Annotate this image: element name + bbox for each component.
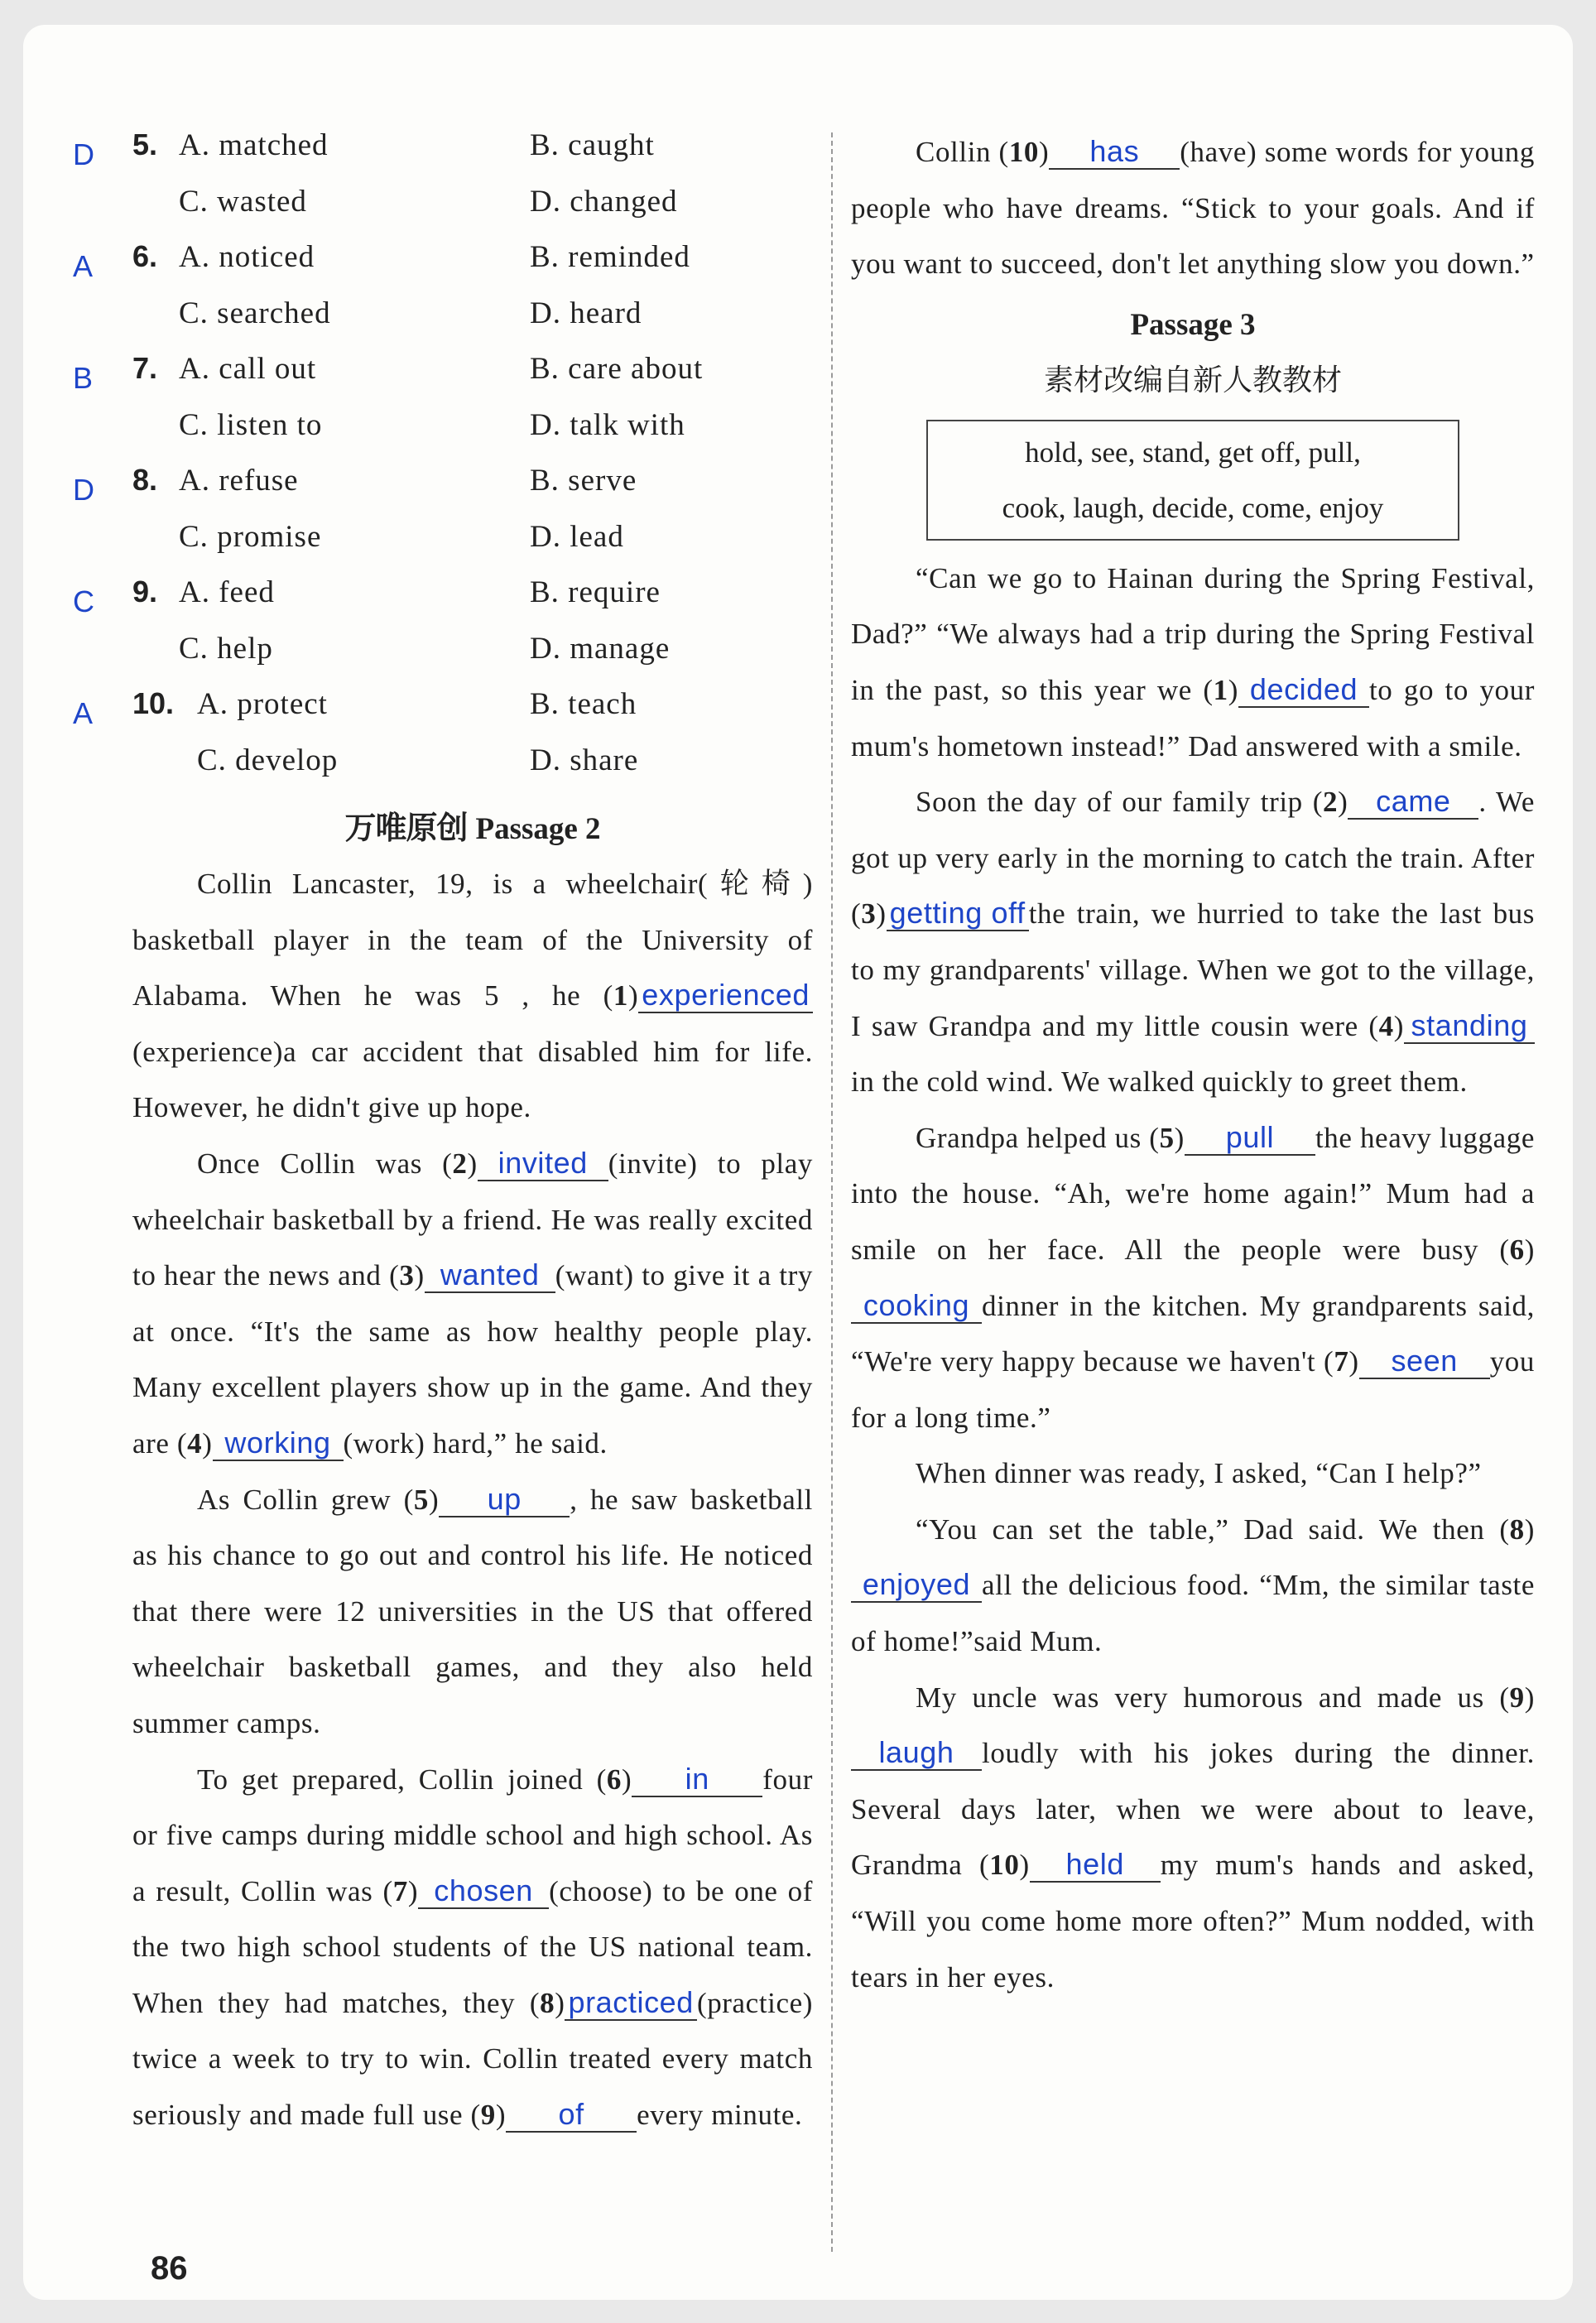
option-c[interactable]: C. wasted <box>179 185 307 219</box>
page-number: 86 <box>151 2250 188 2287</box>
choice-question <box>73 571 813 683</box>
answer-blank[interactable]: experienced <box>638 979 813 1013</box>
option-b[interactable]: B. reminded <box>530 240 690 274</box>
option-a[interactable]: A. noticed <box>179 240 315 274</box>
handwritten-answer-mark: D <box>73 137 94 171</box>
answer-blank[interactable]: chosen <box>418 1874 549 1909</box>
choice-question <box>73 348 813 459</box>
option-d[interactable]: D. lead <box>530 520 624 554</box>
option-d[interactable]: D. changed <box>530 185 678 219</box>
passage2-heading <box>132 803 813 853</box>
option-b[interactable]: B. care about <box>530 352 704 386</box>
answer-blank[interactable]: in <box>632 1763 762 1797</box>
handwritten-answer-mark: A <box>73 696 94 730</box>
answer-blank[interactable]: held <box>1030 1848 1161 1883</box>
option-c[interactable]: C. help <box>179 632 273 666</box>
question-number: 9. <box>132 575 158 608</box>
handwritten-answer-mark: C <box>73 584 94 618</box>
left-column <box>73 124 813 2143</box>
passage2-title: Passage 2 <box>475 812 601 846</box>
option-a[interactable]: A. call out <box>179 352 317 386</box>
answer-blank[interactable]: has <box>1049 135 1180 170</box>
right-column <box>851 124 1535 2005</box>
option-c[interactable]: C. searched <box>179 296 331 330</box>
option-c[interactable]: C. listen to <box>179 408 323 442</box>
passage3-title: Passage 3 <box>1130 307 1256 342</box>
passage2-paragraph: Once Collin was (2) invited (invite) to play wheelchair basketball by a friend. He was really excited to hear the news and (3) wanted (want) to give it a try at once. “It's the same as how healthy people play. Many excellent players show up in the game. And they are (4) working (work) hard,” he said. <box>132 1145 813 1460</box>
answer-blank[interactable]: came <box>1348 785 1478 820</box>
passage2-paragraph: As Collin grew (5) up , he saw basketball as his chance to go out and control his life. He noticed that there were 12 universities in the US that offered wheelchair basketball games, and they also held summer camps. <box>132 1481 813 1739</box>
choice-questions <box>73 124 813 795</box>
answer-blank[interactable]: up <box>439 1483 570 1517</box>
answer-blank[interactable]: decided <box>1238 673 1369 708</box>
option-d[interactable]: D. share <box>530 743 639 777</box>
choice-question <box>73 236 813 348</box>
answer-blank[interactable]: seen <box>1359 1344 1490 1379</box>
handwritten-answer-mark: D <box>73 473 94 507</box>
passage2-paragraph: To get prepared, Collin joined (6) in four or five camps during middle school and high school. As a result, Collin was (7) chosen (choose) to be one of the two high school students of the US national team. When they had matches, they (8) practiced (practice) twice a week to try to win. Collin treated every match seriously and made full use (9) of every minute. <box>132 1761 813 2132</box>
passage2-paragraph: Collin Lancaster, 19, is a wheelchair(轮椅) basketball player in the team of the University of Alabama. When he was 5 , he (1) experienced(experience)a car accident that disabled him for life. However, he didn't give up hope. <box>132 868 813 1124</box>
option-c[interactable]: C. develop <box>197 743 339 777</box>
word-box-line: cook, laugh, decide, come, enjoy <box>1002 491 1384 524</box>
answer-blank[interactable]: pull <box>1185 1121 1315 1156</box>
answer-blank[interactable]: wanted <box>425 1258 555 1293</box>
option-c[interactable]: C. promise <box>179 520 322 554</box>
choice-question <box>73 683 813 795</box>
answer-blank[interactable]: working <box>213 1426 344 1461</box>
answer-blank[interactable]: cooking <box>851 1289 982 1324</box>
option-d[interactable]: D. talk with <box>530 408 685 442</box>
passage3-paragraph: Soon the day of our family trip (2) came . We got up very early in the morning to catch the train. After (3) getting off the train, we hurried to take the last bus to my grandparents' village. When we got to the village, I saw Grandpa and my little cousin were (4) standingin the cold wind. We walked quickly to greet them. <box>851 784 1535 1099</box>
answer-blank[interactable]: enjoyed <box>851 1568 982 1603</box>
answer-blank[interactable]: invited <box>478 1147 608 1181</box>
choice-question <box>73 459 813 571</box>
option-a[interactable]: A. matched <box>179 128 329 162</box>
answer-blank[interactable]: standing <box>1404 1009 1535 1044</box>
option-a[interactable]: A. protect <box>197 687 328 721</box>
passage3-paragraph: When dinner was ready, I asked, “Can I help?” <box>916 1457 1482 1490</box>
option-a[interactable]: A. feed <box>179 575 275 609</box>
passage3-paragraph: “You can set the table,” Dad said. We then (8)enjoyed all the delicious food. “Mm, the similar taste of home!”said Mum. <box>851 1513 1535 1658</box>
question-number: 7. <box>132 351 158 385</box>
answer-blank[interactable]: practiced <box>565 1986 696 2021</box>
passage3-paragraph: Grandpa helped us (5) pull the heavy luggage into the house. “Ah, we're home again!” Mum had a smile on her face. All the people were busy (6)cooking dinner in the kitchen. My grandparents said, “We're very happy because we haven't (7) seen you for a long time.” <box>851 1119 1535 1434</box>
handwritten-answer-mark: B <box>73 361 94 395</box>
passage3-paragraph: “Can we go to Hainan during the Spring Festival, Dad?” “We always had a trip during the Spring Festival in the past, so this year we (1) decided to go to your mum's hometown instead!” Dad answered with a smile. <box>851 561 1536 762</box>
worksheet-page <box>23 25 1573 2300</box>
question-number: 6. <box>132 239 158 273</box>
passage2-paragraph: Collin (10) has (have) some words for young people who have dreams. “Stick to your goals. And if you want to succeed, don't let anything slow you down.” <box>851 134 1535 281</box>
word-box-line: hold, see, stand, get off, pull, <box>1025 435 1361 469</box>
option-d[interactable]: D. manage <box>530 632 671 666</box>
option-b[interactable]: B. caught <box>530 128 655 162</box>
option-b[interactable]: B. serve <box>530 464 637 498</box>
option-d[interactable]: D. heard <box>530 296 642 330</box>
option-a[interactable]: A. refuse <box>179 464 299 498</box>
word-box <box>926 420 1459 541</box>
passage3-paragraph: My uncle was very humorous and made us (9)laugh loudly with his jokes during the dinner. Several days later, when we were about to leave, Grandma (10) held my mum's hands and asked, “Will you come home more often?” Mum nodded, with tears in her eyes. <box>851 1681 1536 1994</box>
choice-question <box>73 124 813 236</box>
question-number: 10. <box>132 686 175 720</box>
question-number: 8. <box>132 463 158 497</box>
answer-blank[interactable]: getting off <box>887 897 1029 931</box>
answer-blank[interactable]: laugh <box>851 1736 982 1771</box>
brand-label: 万唯原创 <box>344 810 468 846</box>
handwritten-answer-mark: A <box>73 249 94 283</box>
passage3-subtitle: 素材改编自新人教教材 <box>1043 363 1342 397</box>
option-b[interactable]: B. require <box>530 575 661 609</box>
answer-blank[interactable]: of <box>506 2098 637 2133</box>
option-b[interactable]: B. teach <box>530 687 637 721</box>
column-divider <box>831 132 833 2252</box>
question-number: 5. <box>132 127 158 161</box>
